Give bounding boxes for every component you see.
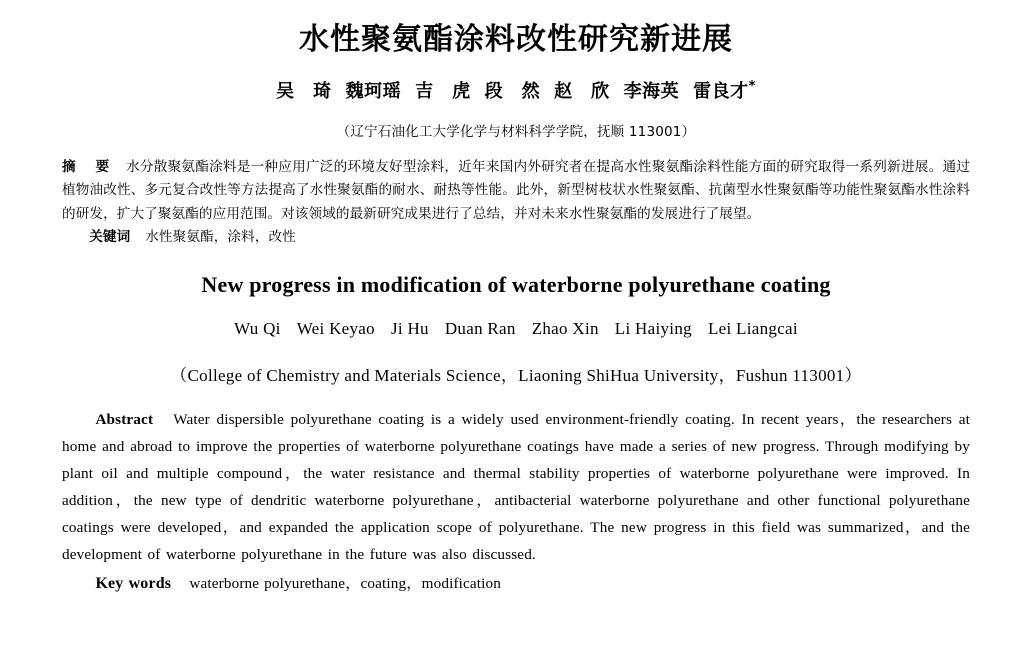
english-abstract	[62, 406, 970, 568]
chinese-author: 段 然	[484, 81, 541, 102]
chinese-title: 水性聚氨酯涂料改性研究新进展	[299, 22, 733, 57]
chinese-author-list	[62, 77, 970, 103]
chinese-author: 雷良才	[693, 81, 749, 102]
english-author: Lei Liangcai	[707, 318, 798, 338]
english-author: Zhao Xin	[531, 318, 599, 338]
chinese-abstract	[62, 156, 970, 226]
chinese-author: 吉 虎	[415, 81, 471, 102]
corresponding-author-mark: *	[748, 79, 756, 94]
english-author: Wei Keyao	[296, 318, 375, 338]
chinese-author: 吴 琦	[276, 81, 332, 102]
english-keywords-label: Key words	[95, 574, 172, 592]
english-keywords-text: waterborne polyurethane，coating，modification	[189, 574, 502, 592]
english-affiliation: （College of Chemistry and Materials Science，Liaoning ShiHua University，Fushun 113001）	[170, 365, 862, 385]
chinese-affiliation: （辽宁石油化工大学化学与材料科学学院，抚顺 113001）	[336, 124, 696, 140]
english-author: Wu Qi	[234, 318, 281, 338]
english-abstract-label: Abstract	[95, 410, 154, 428]
english-author: Li Haiying	[614, 318, 692, 338]
chinese-keywords	[62, 226, 970, 249]
chinese-author: 赵 欣	[554, 81, 610, 102]
english-keywords	[62, 570, 970, 598]
chinese-author: 李海英	[623, 81, 680, 102]
english-author: Ji Hu	[390, 318, 429, 338]
chinese-abstract-text: 水分散聚氨酯涂料是一种应用广泛的环境友好型涂料，近年来国内外研究者在提高水性聚氨酯涂料性能方面的研究取得一系列新进展。通过植物油改性、多元复合改性等方法提高了水性聚氨酯的耐水、耐热等性能。此外，新型树枝状水性聚氨酯、抗菌型水性聚氨酯等功能性聚氨酯水性涂料的研发，扩大了聚氨酯的应用范围。对该领域的最新研究成果进行了总结，并对未来水性聚氨酯的发展进行了展望。	[62, 159, 970, 222]
english-author-list	[62, 319, 970, 339]
chinese-abstract-label: 摘 要	[62, 159, 113, 175]
paper-page	[0, 22, 1032, 670]
english-title: New progress in modification of waterborne polyurethane coating	[201, 271, 831, 297]
english-abstract-text: Water dispersible polyurethane coating is a widely used environment-friendly coating. In recent years，the researchers at home and abroad to improve the properties of waterborne polyurethane coatings have made a series of new progress. Through modifying by plant oil and multiple compound，the water resistance and thermal stability properties of waterborne polyurethane were improved. In addition，the new type of dendritic waterborne polyurethane，antibacterial waterborne polyurethane and other functional polyurethane coatings were developed，and expanded the application scope of polyurethane. The new progress in this field was summarized，and the development of waterborne polyurethane in the future was also discussed.	[62, 410, 970, 563]
chinese-keywords-text: 水性聚氨酯，涂料，改性	[145, 229, 296, 246]
english-author: Duan Ran	[444, 318, 516, 338]
chinese-keywords-label: 关键词	[89, 229, 131, 246]
chinese-author: 魏珂瑶	[345, 81, 402, 102]
